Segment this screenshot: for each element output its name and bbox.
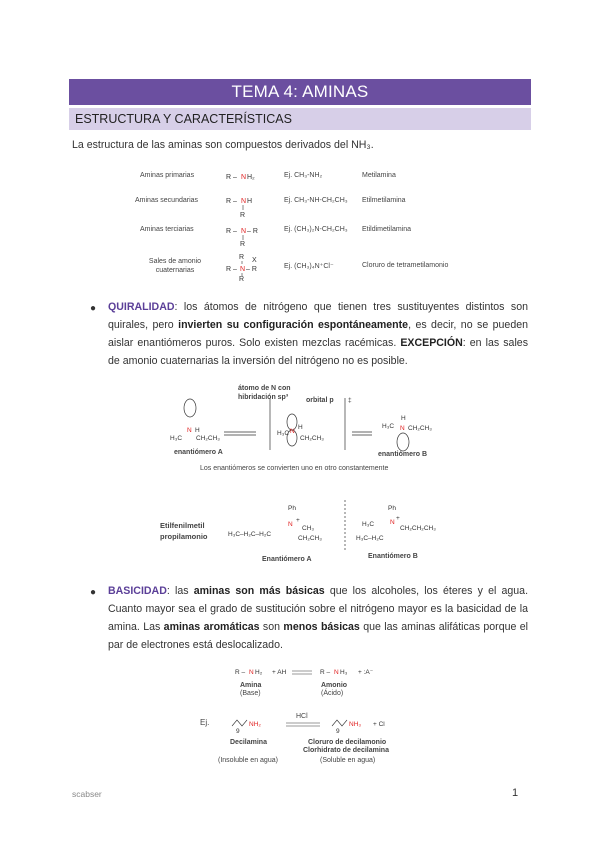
amine-example-primary: Ej. CH₃-NH₂ bbox=[284, 172, 323, 179]
quiralidad-paragraph bbox=[108, 298, 528, 370]
svg-text:+ :A⁻: + :A⁻ bbox=[358, 669, 374, 676]
svg-text:+ Cl: + Cl bbox=[373, 721, 385, 728]
svg-text:+: + bbox=[396, 515, 400, 522]
fig1-caption: Los enantiómeros se convierten uno en otro constantemente bbox=[200, 465, 389, 472]
svg-text:R: R bbox=[239, 276, 245, 281]
svg-text:CH₂CH₃: CH₂CH₃ bbox=[300, 435, 324, 442]
amine-name-secondary: Etilmetilamina bbox=[362, 197, 406, 204]
amine-structures bbox=[222, 163, 272, 281]
svg-text:X: X bbox=[252, 257, 257, 264]
svg-text:H₂: H₂ bbox=[247, 174, 255, 181]
svg-text:H₃C: H₃C bbox=[362, 521, 375, 528]
fig1-label-hybridization: hibridación sp³ bbox=[238, 394, 289, 401]
svg-text:NH₃: NH₃ bbox=[349, 721, 362, 728]
fig2-enantiomer-a: Enantiómero A bbox=[262, 556, 312, 563]
fig3-amonio: Amonio bbox=[321, 682, 348, 689]
svg-text:R –: R – bbox=[226, 198, 237, 205]
fig3-base: (Base) bbox=[240, 690, 261, 697]
svg-text:N: N bbox=[390, 519, 395, 526]
svg-text:Ph: Ph bbox=[388, 505, 396, 512]
basicidad-paragraph bbox=[108, 582, 528, 654]
svg-text:– R: – R bbox=[247, 228, 258, 235]
svg-text:R –: R – bbox=[226, 228, 237, 235]
svg-text:N: N bbox=[400, 425, 405, 432]
svg-text:N: N bbox=[288, 521, 293, 528]
svg-text:N: N bbox=[290, 428, 295, 435]
intro-text: La estructura de las aminas son compuestos derivados del NH₃. bbox=[72, 139, 374, 151]
quiralidad-text-1: : los átomos de nitrógeno que tienen tres sustituyentes distintos son quirales, pero bbox=[108, 301, 528, 331]
page-title: TEMA 4: AMINAS bbox=[69, 79, 531, 105]
amine-name-primary: Metilamina bbox=[362, 172, 396, 179]
svg-text:N: N bbox=[241, 198, 247, 205]
svg-text:N: N bbox=[249, 669, 254, 676]
basicidad-bold-2: aminas aromáticas bbox=[163, 621, 260, 633]
fig3-decilamina: Decilamina bbox=[230, 739, 267, 746]
bullet-icon: ● bbox=[90, 303, 97, 314]
quiralidad-text-2: , es decir, no se pueden aislar enantiómeros puros. Solo existen mezclas racémicas. bbox=[108, 319, 528, 349]
fig1-label-orbital: orbital p bbox=[306, 397, 334, 404]
svg-text:H₃C–H₂C–H₂C: H₃C–H₂C–H₂C bbox=[228, 531, 272, 538]
svg-text:+ AH: + AH bbox=[272, 669, 287, 676]
svg-text:9: 9 bbox=[236, 728, 240, 735]
quiralidad-label: QUIRALIDAD bbox=[108, 301, 175, 313]
svg-text:N: N bbox=[334, 669, 339, 676]
svg-text:‡: ‡ bbox=[348, 397, 352, 404]
amine-type-quaternary: Sales de amonio cuaternarias bbox=[148, 258, 202, 274]
svg-text:CH₂CH₃: CH₂CH₃ bbox=[298, 535, 322, 542]
svg-text:R: R bbox=[239, 254, 245, 261]
svg-text:– R: – R bbox=[246, 266, 257, 273]
basicidad-text-3: son bbox=[259, 621, 284, 633]
amine-type-primary: Aminas primarias bbox=[140, 172, 195, 179]
svg-text:+: + bbox=[296, 517, 300, 524]
svg-text:N: N bbox=[240, 266, 246, 273]
ammonium-enantiomers-diagram bbox=[228, 500, 458, 560]
basicidad-bold-1: aminas son más básicas bbox=[193, 585, 325, 597]
svg-text:N: N bbox=[187, 427, 192, 434]
page-number: 1 bbox=[512, 787, 519, 799]
decylamine-reaction bbox=[228, 712, 398, 738]
svg-text:R –: R – bbox=[235, 669, 246, 676]
amine-example-secondary: Ej. CH₃-NH-CH₂CH₃ bbox=[284, 197, 348, 204]
fig3-cloruro-2: Clorhidrato de decilamina bbox=[303, 747, 389, 754]
quiralidad-exception: EXCEPCIÓN bbox=[400, 337, 463, 349]
svg-text:H₃C: H₃C bbox=[382, 423, 395, 430]
svg-text:Ph: Ph bbox=[288, 505, 296, 512]
svg-text:H₃C: H₃C bbox=[277, 430, 290, 437]
basicidad-text-2: que los alcoholes, los éteres y el agua. Cuanto mayor sea el grado de sustitución sobre el nitrógeno mayor es la basicidad de la amina. Las bbox=[108, 585, 529, 633]
svg-text:H: H bbox=[247, 198, 253, 205]
svg-text:H₃: H₃ bbox=[340, 669, 348, 676]
basicidad-bold-3: menos básicas bbox=[283, 621, 360, 633]
basicidad-text-4: que las aminas alifáticas porque el par de electrones está deslocalizado. bbox=[108, 621, 529, 651]
svg-text:N: N bbox=[241, 228, 247, 235]
amine-type-tertiary: Aminas terciarias bbox=[140, 226, 194, 233]
svg-text:H: H bbox=[195, 427, 200, 434]
fig3-amina: Amina bbox=[240, 682, 262, 689]
amine-type-secondary: Aminas secundarias bbox=[135, 197, 199, 204]
basicidad-label: BASICIDAD bbox=[108, 585, 167, 597]
svg-text:H: H bbox=[298, 424, 303, 431]
svg-text:CH₂CH₂CH₃: CH₂CH₂CH₃ bbox=[400, 525, 436, 532]
fig3-ej: Ej. bbox=[200, 718, 210, 727]
svg-text:R –: R – bbox=[226, 174, 237, 181]
svg-text:H₃C–H₂C: H₃C–H₂C bbox=[356, 535, 384, 542]
svg-text:H: H bbox=[401, 415, 406, 422]
amine-name-tertiary: Etildimetilamina bbox=[362, 226, 412, 233]
svg-text:CH₃: CH₃ bbox=[302, 525, 315, 532]
section-title: ESTRUCTURA Y CARACTERÍSTICAS bbox=[69, 108, 531, 130]
amine-example-tertiary: Ej. (CH₃)₂N-CH₂CH₃ bbox=[284, 226, 348, 233]
svg-text:CH₂CH₃: CH₂CH₃ bbox=[408, 425, 432, 432]
svg-text:9: 9 bbox=[336, 728, 340, 735]
fig1-enantiomer-a: enantiómero A bbox=[174, 449, 223, 456]
fig1-enantiomer-b: enantiómero B bbox=[378, 451, 428, 458]
svg-text:CH₂CH₃: CH₂CH₃ bbox=[196, 435, 220, 442]
svg-text:NH₂: NH₂ bbox=[249, 721, 261, 728]
svg-text:H₃C: H₃C bbox=[170, 435, 183, 442]
quiralidad-text-3: : en las sales de amonio cuaternarias la inversión del nitrógeno no es posible. bbox=[108, 337, 528, 367]
svg-text:R: R bbox=[240, 212, 246, 219]
fig2-name-line1: Etilfenilmetil bbox=[160, 521, 205, 530]
bullet-icon: ● bbox=[90, 587, 97, 598]
fig3-insoluble: (Insoluble en agua) bbox=[218, 757, 278, 764]
footer-author: scabser bbox=[72, 789, 102, 799]
svg-text:R –: R – bbox=[320, 669, 331, 676]
fig3-soluble: (Soluble en agua) bbox=[320, 757, 376, 764]
fig2-enantiomer-b: Enantiómero B bbox=[368, 553, 418, 560]
svg-text:R: R bbox=[240, 241, 246, 248]
svg-text:N: N bbox=[241, 174, 247, 181]
fig1-label-atom: átomo de N con bbox=[238, 385, 291, 392]
fig2-name-line2: propilamonio bbox=[160, 532, 208, 541]
fig3-cloruro-1: Cloruro de decilamonio bbox=[308, 739, 387, 746]
quiralidad-bold: invierten su configuración espontáneamente bbox=[178, 319, 409, 331]
svg-text:H₂: H₂ bbox=[255, 669, 263, 676]
fig3-acido: (Ácido) bbox=[321, 690, 344, 697]
amine-example-quaternary: Ej. (CH₃)₄N⁺Cl⁻ bbox=[284, 263, 334, 270]
basicidad-text-1: : las bbox=[166, 585, 194, 597]
amine-name-quaternary: Cloruro de tetrametilamonio bbox=[362, 262, 449, 269]
fig3-hcl: HCl bbox=[296, 713, 308, 720]
svg-text:R –: R – bbox=[226, 266, 237, 273]
